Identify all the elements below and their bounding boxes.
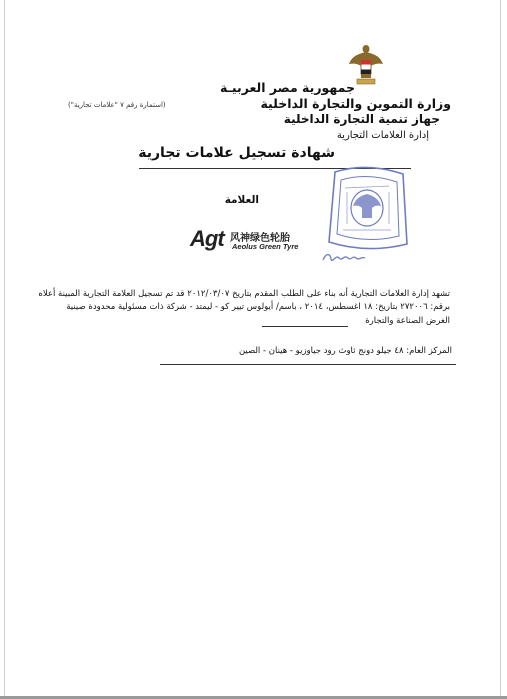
logo-english-text: Aeolus Green Tyre <box>232 242 299 251</box>
certificate-title: شهادة تسجيل علامات تجارية <box>138 145 335 161</box>
logo-chinese-text: 风神绿色轮胎 <box>230 233 290 244</box>
department-heading: إدارة العلامات التجارية <box>336 130 429 141</box>
certification-line-1: تشهد إدارة العلامات التجارية أنه بناء على الطلب المقدم بتاريخ ٢٠١٢/٠٣/٠٧ قد تم تسجيل العلامة التجارية المبينة أعلاه <box>38 289 450 299</box>
logo-agt-text: Agt <box>190 226 224 251</box>
certification-line-2: برقم: ٢٧٢٠٠٦ بتاريخ: ١٨ اغسطس، ٢٠١٤ ، باسم/ أيولوس تيير كو - ليمتد - شركة ذات مسئولية محدودة صينية <box>66 302 450 312</box>
right-scan-edge <box>500 0 501 699</box>
form-number-note: (استمارة رقم ٧ "علامات تجارية") <box>68 101 166 109</box>
trademark-label: العلامة <box>224 194 259 206</box>
trademark-logo <box>190 226 320 254</box>
certification-purpose: الغرض الصناعة والتجارة <box>365 316 450 326</box>
official-seal-stamp <box>323 162 411 254</box>
purpose-underline <box>262 326 348 327</box>
ministry-heading: وزارة التموين والتجارة الداخلية <box>260 96 451 111</box>
headquarters-address: المركز العام: ٤٨ جيلو دونج ثاوث رود جياوزيو - هينان - الصين <box>238 346 452 356</box>
address-underline <box>160 364 456 365</box>
republic-heading: جمهورية مصر العربيـة <box>220 80 355 95</box>
stamp-scribble-icon <box>320 250 368 266</box>
left-scan-edge <box>4 0 5 699</box>
agency-heading: جهاز تنمية التجارة الداخلية <box>283 112 440 126</box>
